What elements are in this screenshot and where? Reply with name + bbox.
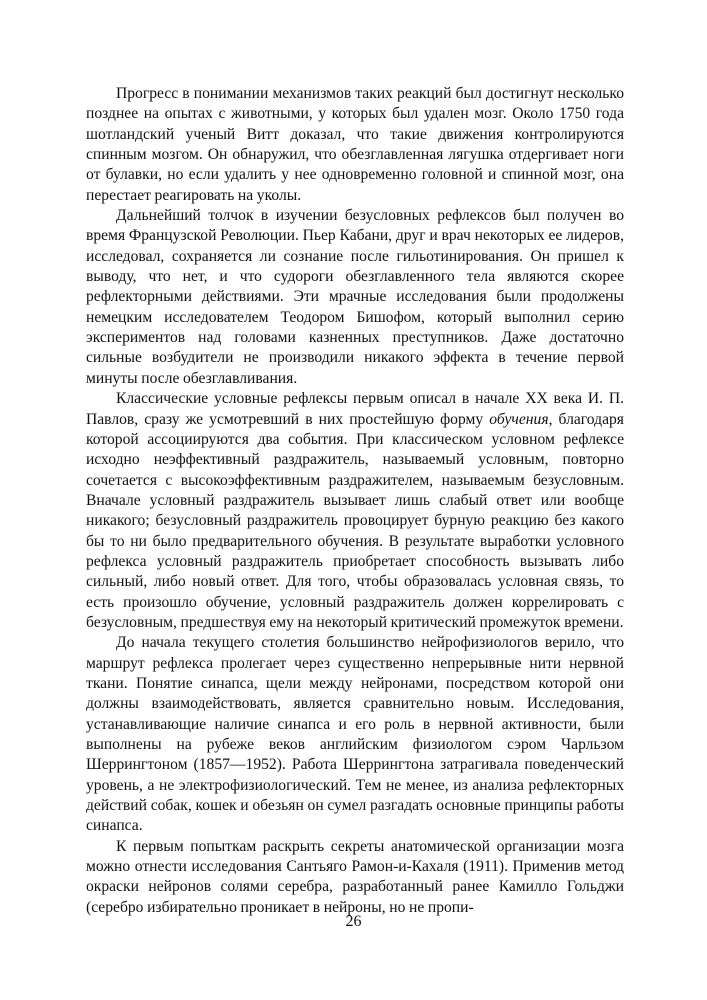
paragraph-1: [86, 84, 624, 206]
paragraph-text-continued: , благодаря которой ассоциируются два события. При классическом условном рефлексе исходно неэффективный раздражитель, называемый условным, повторно сочетается с высокоэффективным раздражителем, называемым безусловным. Вначале условный раздражитель вызывает лишь слабый ответ или вообще никакого; безусловный раздражитель провоцирует бурную реакцию без какого бы то ни было предварительного обучения. В результате выработки условного рефлекса условный раздражитель приобретает способность вызывать либо сильный, либо новый ответ. Для того, чтобы образовалась условная связь, то есть произошло обучение, условный раздражитель должен коррелировать с безусловным, предшествуя ему на некоторый критический промежуток времени.: [86, 410, 624, 631]
paragraph-3: [86, 389, 624, 633]
paragraph-4: [86, 633, 624, 836]
paragraph-text: Дальнейший толчок в изучении безусловных рефлексов был получен во время Французской Революции. Пьер Кабани, друг и врач некоторых ее лидеров, исследовал, сохраняется ли сознание после гильотинирования. Он пришел к выводу, что нет, и что судороги обезглавленного тела являются скорее рефлекторными действиями. Эти мрачные исследования были продолжены немецким исследователем Теодором Бишофом, который выполнил серию экспериментов над головами казненных преступников. Даже достаточно сильные возбудители не производили никакого эффекта в течение первой минуты после обезглавливания.: [86, 207, 624, 387]
paragraph-2: [86, 206, 624, 389]
page-number: 26: [345, 913, 362, 930]
paragraph-text: Классические условные рефлексы первым описал в начале XX века И. П. Павлов, сразу же усмотревший в них простейшую форму: [86, 390, 624, 428]
paragraph-5: [86, 837, 624, 918]
emphasis: обучения: [489, 410, 549, 428]
paragraph-text: К первым попыткам раскрыть секреты анатомической организации мозга можно отнести исследования Сантьяго Рамон-и-Кахаля (1911). Применив метод окраски нейронов солями серебра, разработанный ранее Камилло Гольджи (серебро избирательно проникает в нейроны, но не пропи-: [86, 837, 624, 916]
body-text: [86, 84, 624, 918]
paragraph-text: До начала текущего столетия большинство нейрофизиологов верило, что маршрут рефлекса пролегает через существенно непрерывные нити нервной ткани. Понятие синапса, щели между нейронами, посредством которой они должны взаимодействовать, является сравнительно новым. Исследования, устанавливающие наличие синапса и его роль в нервной активности, были выполнены на рубеже веков английским физиологом сэром Чарльзом Шеррингтоном (1857—1952). Работа Шеррингтона затрагивала поведенческий уровень, а не электрофизиологический. Тем не менее, из анализа рефлекторных действий собак, кошек и обезьян он сумел разгадать основные принципы работы синапса.: [86, 634, 624, 835]
paragraph-text: Прогресс в понимании механизмов таких реакций был достигнут несколько позднее на опытах с животными, у которых был удален мозг. Около 1750 года шотландский ученый Витт доказал, что такие движения контролируются спинным мозгом. Он обнаружил, что обезглавленная лягушка отдергивает ноги от булавки, но если удалить у нее одновременно головной и спинной мозг, она перестает реагировать на уколы.: [86, 85, 624, 204]
